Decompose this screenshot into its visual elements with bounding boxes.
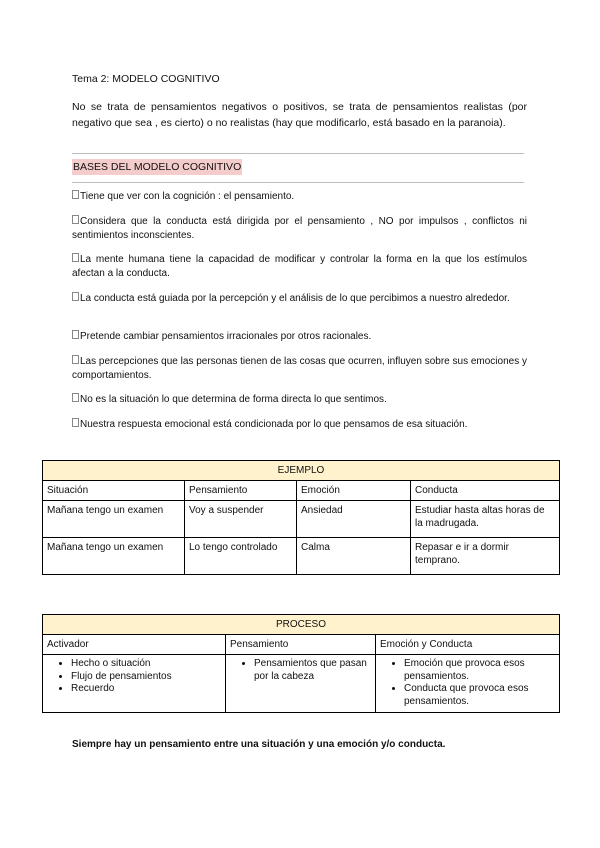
- proceso-table: [42, 614, 560, 713]
- bases-heading: BASES DEL MODELO COGNITIVO: [73, 161, 242, 173]
- activador-list: [47, 658, 221, 696]
- table-row: [43, 538, 560, 575]
- proceso-header-cell: Activador: [43, 635, 226, 655]
- emocion-conducta-list: [380, 658, 555, 708]
- table-cell: Repasar e ir a dormir temprano.: [411, 538, 560, 575]
- divider-top: [72, 153, 524, 154]
- table-cell: Mañana tengo un examen: [43, 501, 185, 538]
- checkbox-glyph-icon: [72, 253, 79, 262]
- emocion-conducta-cell: [376, 655, 560, 713]
- list-item: • Emoción que provoca esos pensamientos.: [404, 658, 555, 683]
- checkbox-glyph-icon: [72, 418, 79, 427]
- bullet-item: Pretende cambiar pensamientos irracionales por otros racionales.: [72, 330, 527, 344]
- activador-cell: [43, 655, 226, 713]
- ejemplo-header-cell: Conducta: [411, 481, 560, 501]
- list-item: • Recuerdo: [71, 683, 221, 696]
- checkbox-glyph-icon: [72, 355, 79, 364]
- pensamiento-list: [230, 658, 371, 683]
- pensamiento-cell: [226, 655, 376, 713]
- checkbox-glyph-icon: [72, 393, 79, 402]
- table-row: [43, 655, 560, 713]
- ejemplo-title: EJEMPLO: [43, 461, 560, 481]
- checkbox-glyph-icon: [72, 190, 79, 199]
- table-cell: Voy a suspender: [185, 501, 297, 538]
- bullet-item: Las percepciones que las personas tienen de las cosas que ocurren, influyen sobre sus emociones y comportamientos.: [72, 356, 527, 381]
- proceso-header-cell: Pensamiento: [226, 635, 376, 655]
- proceso-header-cell: Emoción y Conducta: [376, 635, 560, 655]
- list-item: • Hecho o situación: [71, 658, 221, 671]
- table-cell: Calma: [297, 538, 411, 575]
- ejemplo-table: [42, 460, 560, 575]
- table-cell: Mañana tengo un examen: [43, 538, 185, 575]
- page-title: Tema 2: MODELO COGNITIVO: [72, 73, 220, 85]
- list-item: • Conducta que provoca esos pensamientos.: [404, 683, 555, 708]
- ejemplo-header-cell: Pensamiento: [185, 481, 297, 501]
- table-row: [43, 501, 560, 538]
- table-cell: Ansiedad: [297, 501, 411, 538]
- bullet-item: Tiene que ver con la cognición : el pensamiento.: [72, 190, 527, 204]
- bullet-item: Considera que la conducta está dirigida por el pensamiento , NO por impulsos , conflictos ni sentimientos inconscientes.: [72, 216, 527, 241]
- checkbox-glyph-icon: [72, 330, 79, 339]
- ejemplo-header-cell: Emoción: [297, 481, 411, 501]
- list-item: • Flujo de pensamientos: [71, 671, 221, 684]
- checkbox-glyph-icon: [72, 215, 79, 224]
- intro-paragraph: No se trata de pensamientos negativos o positivos, se trata de pensamientos realistas (por negativo que sea , es cierto) o no realistas (hay que modificarlo, está basado en la paranoia).: [72, 101, 527, 129]
- ejemplo-header-cell: Situación: [43, 481, 185, 501]
- bullet-item: Nuestra respuesta emocional está condicionada por lo que pensamos de esa situación.: [72, 418, 527, 432]
- proceso-title: PROCESO: [43, 615, 560, 635]
- list-item: • Pensamientos que pasan por la cabeza: [254, 658, 371, 683]
- bullet-item: La mente humana tiene la capacidad de modificar y controlar la forma en la que los estímulos afectan a la conducta.: [72, 254, 527, 279]
- divider-bottom: [72, 182, 524, 183]
- checkbox-glyph-icon: [72, 292, 79, 301]
- closing-statement: Siempre hay un pensamiento entre una situación y una emoción y/o conducta.: [72, 739, 446, 750]
- bullet-item: La conducta está guiada por la percepción y el análisis de lo que percibimos a nuestro alrededor.: [72, 292, 527, 306]
- table-cell: Estudiar hasta altas horas de la madrugada.: [411, 501, 560, 538]
- table-cell: Lo tengo controlado: [185, 538, 297, 575]
- bullet-item: No es la situación lo que determina de forma directa lo que sentimos.: [72, 393, 527, 407]
